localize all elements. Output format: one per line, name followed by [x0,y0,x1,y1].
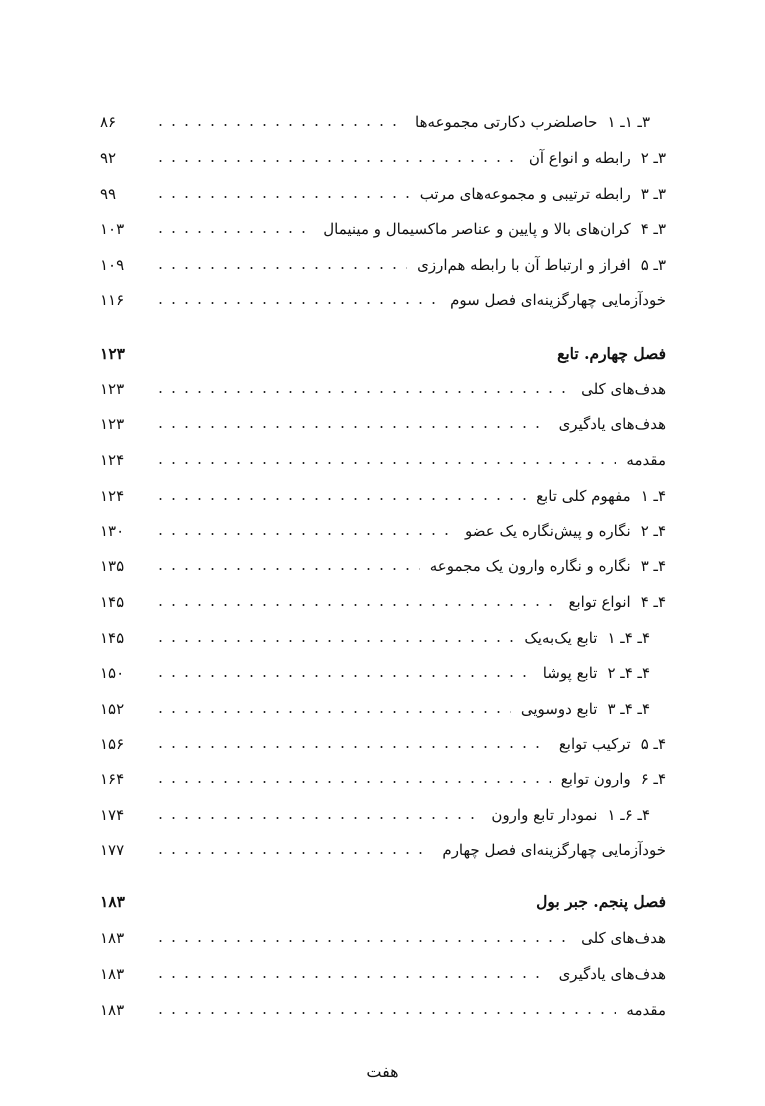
toc-section-number: ۳ـ ۳ [640,185,666,203]
toc-entry[interactable] [100,286,666,314]
toc-entry-label [529,144,666,172]
toc-page-number: ۱۸۳ [100,892,125,911]
toc-entry[interactable] [100,996,666,1024]
toc-entry-title: تابع پوشا [542,664,598,682]
toc-page-number: ۱۸۳ [100,965,125,983]
toc-section-number: ۴ـ ۴ـ ۲ [607,664,650,682]
toc-entry-label [465,517,666,545]
toc-section-number: ۳ـ ۲ [640,149,666,167]
toc-section-number: ۴ـ ۶ [640,770,666,788]
dot-leader [154,231,313,233]
toc-entry-title: هدف‌های کلی [581,380,666,398]
toc-entry-title: حاصلضرب دکارتی مجموعه‌ها [415,113,598,131]
page-number-footer: هفت [366,1062,399,1081]
toc-entry-label [420,180,666,208]
toc-section-number: ۴ـ ۱ [640,487,666,505]
toc-entry-label [536,888,666,916]
toc-page-number: ۱۵۶ [100,735,125,753]
dot-leader [154,196,410,198]
toc-entry-title: مقدمه [626,451,666,469]
dot-leader [154,160,519,162]
dot-leader [154,976,549,978]
toc-entry-title: هدف‌های کلی [581,929,666,947]
dot-leader [154,426,549,428]
toc-page-number: ۱۰۳ [100,220,125,238]
toc-entry-label [626,996,666,1024]
toc-page-number: ۱۱۶ [100,291,125,309]
toc-entry-title: خودآزمایی چهارگزینه‌ای فصل چهارم [442,841,666,859]
dot-leader [154,940,571,942]
toc-entry[interactable] [100,801,666,829]
toc-section-number: ۴ـ ۶ـ ۱ [607,806,650,824]
toc-entry-label [581,375,666,403]
dot-leader [154,781,551,783]
toc-entry[interactable] [100,108,666,136]
dot-leader [154,852,432,854]
toc-entry[interactable] [100,517,666,545]
toc-page-number: ۹۲ [100,149,117,167]
toc-entry-label [581,924,666,952]
toc-section-number: ۳ـ ۱ـ ۱ [607,113,650,131]
toc-entry-title: رابطه ترتیبی و مجموعه‌های مرتب [419,185,631,203]
toc-entry[interactable] [100,960,666,988]
toc-entry-title: مقدمه [626,1001,666,1019]
toc-section-number: ۴ـ ۴ـ ۳ [607,700,650,718]
toc-chapter-heading[interactable] [100,888,666,916]
dot-leader [154,124,405,126]
toc-page-number: ۱۶۴ [100,770,125,788]
toc-page-number: ۱۸۳ [100,1001,125,1019]
toc-page-number: ۱۴۵ [100,629,125,647]
toc-entry-title: وارون توابع [560,770,631,788]
toc-page-number: ۱۲۳ [100,380,125,398]
toc-section-number: ۳ـ ۴ [640,220,666,238]
dot-leader [154,746,549,748]
dot-leader [154,711,511,713]
toc-entry-label [521,695,666,723]
dot-leader [154,675,533,677]
toc-entry-title: کران‌های بالا و پایین و عناصر ماکسیمال و مینیمال [323,220,631,238]
toc-page-number: ۱۰۹ [100,256,125,274]
toc-entry-title: نگاره و پیش‌نگاره یک عضو [464,522,631,540]
toc-entry-title: نگاره و نگاره وارون یک مجموعه [429,557,631,575]
toc-section-number: ۳ـ ۵ [640,256,666,274]
toc-entry-label [415,108,666,136]
toc-page-number: ۱۲۴ [100,487,125,505]
toc-entry-label [524,624,666,652]
toc-entry-title: تابع دوسویی [520,700,598,718]
dot-leader [154,640,514,642]
toc-page-number: ۱۷۷ [100,841,125,859]
toc-section-number: ۴ـ ۳ [640,557,666,575]
toc-entry-title: انواع توابع [568,593,631,611]
toc-entry-label [559,730,666,758]
toc-entry-label [491,801,666,829]
dot-leader [154,391,571,393]
toc-entry-title: رابطه و انواع آن [528,149,631,167]
toc-page-number: ۱۵۰ [100,664,125,682]
toc-entry-title: فصل چهارم. تابع [557,344,666,363]
toc-entry-title: نمودار تابع وارون [491,806,598,824]
dot-leader [154,302,440,304]
toc-page-number: ۱۴۵ [100,593,125,611]
toc-entry[interactable] [100,659,666,687]
dot-leader [154,568,420,570]
toc-entry-title: مفهوم کلی تابع [536,487,631,505]
toc-entry[interactable] [100,765,666,793]
dot-leader [154,267,407,269]
dot-leader [154,817,481,819]
toc-entry-label [430,552,666,580]
toc-section-number: ۴ـ ۴ـ ۱ [607,629,650,647]
toc-entry-label [442,836,666,864]
toc-page-number: ۱۳۰ [100,522,125,540]
toc-entry-label [559,960,666,988]
toc-entry-label [568,588,666,616]
toc-entry-title: ترکیب توابع [558,735,631,753]
toc-entry-title: فصل پنجم. جبر بول [536,892,666,911]
toc-entry[interactable] [100,924,666,952]
toc-section-number: ۴ـ ۴ [640,593,666,611]
toc-entry[interactable] [100,730,666,758]
toc-entry[interactable] [100,695,666,723]
toc-entry[interactable] [100,251,666,279]
toc-entry[interactable] [100,588,666,616]
toc-entry-title: افراز و ارتباط آن با رابطه هم‌ارزی [417,256,631,274]
toc-page-number: ۸۶ [100,113,117,131]
toc-entry[interactable] [100,180,666,208]
dot-leader [154,498,526,500]
toc-entry-title: تابع یک‌به‌یک [524,629,598,647]
toc-entry-title: هدف‌های یادگیری [558,965,666,983]
toc-entry[interactable] [100,482,666,510]
dot-leader [154,604,558,606]
toc-entry-label [626,446,666,474]
toc-entry[interactable] [100,410,666,438]
dot-leader [154,533,455,535]
toc-section-number: ۴ـ ۵ [640,735,666,753]
toc-entry[interactable] [100,624,666,652]
toc-page-number: ۱۷۴ [100,806,125,824]
toc-page-number: ۱۲۳ [100,415,125,433]
toc-entry-title: هدف‌های یادگیری [558,415,666,433]
toc-page-number: ۱۲۳ [100,344,125,363]
toc-entry-label [543,659,666,687]
toc-entry[interactable] [100,375,666,403]
toc-entry[interactable] [100,144,666,172]
toc-entry-label [536,482,666,510]
dot-leader [154,462,616,464]
toc-entry-label [323,215,666,243]
toc-page-number: ۹۹ [100,185,117,203]
toc-page-number: ۱۳۵ [100,557,125,575]
toc-entry[interactable] [100,836,666,864]
toc-page-number: ۱۸۳ [100,929,125,947]
dot-leader [154,1012,616,1014]
toc-section-number: ۴ـ ۲ [640,522,666,540]
toc-entry-label [450,286,666,314]
toc-chapter-heading[interactable] [100,340,666,368]
toc-entry-label [417,251,666,279]
toc-page-number: ۱۲۴ [100,451,125,469]
toc-entry-title: خودآزمایی چهارگزینه‌ای فصل سوم [450,291,666,309]
toc-entry[interactable] [100,215,666,243]
toc-entry[interactable] [100,552,666,580]
toc-page-number: ۱۵۲ [100,700,125,718]
toc-entry-label [561,765,666,793]
toc-entry-label [559,410,666,438]
toc-entry-label [557,340,666,368]
toc-entry[interactable] [100,446,666,474]
